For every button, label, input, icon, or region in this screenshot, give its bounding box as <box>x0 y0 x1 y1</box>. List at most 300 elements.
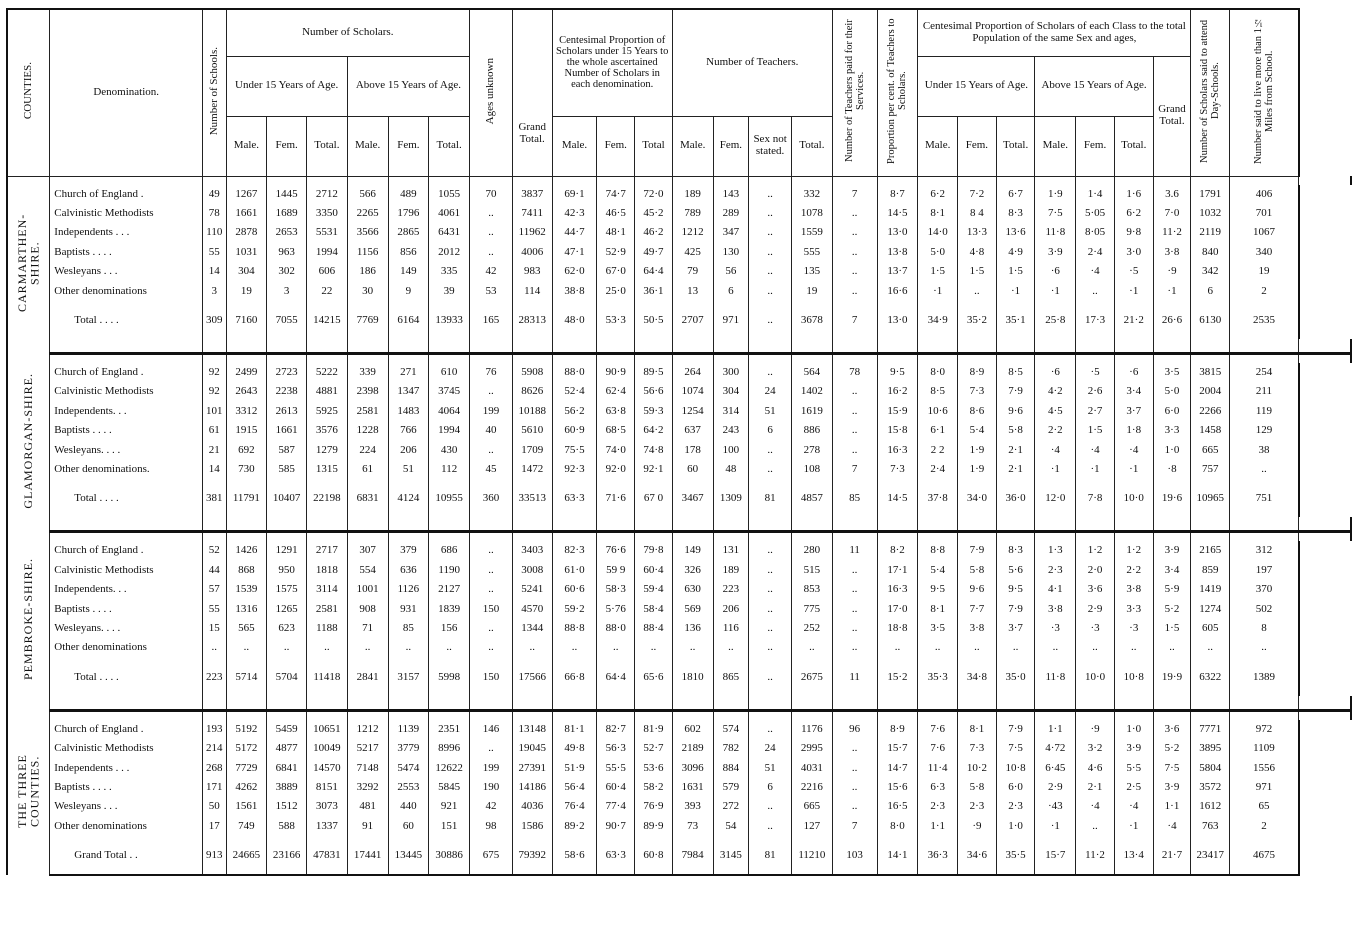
value-cell: 2·1 <box>1076 778 1115 797</box>
value-cell: 1315 <box>307 460 348 479</box>
value-cell: 766 <box>388 421 429 440</box>
value-cell: ·1 <box>1035 281 1076 300</box>
value-cell: 579 <box>713 778 749 797</box>
value-cell: 10049 <box>307 739 348 758</box>
value-cell: 2351 <box>429 720 470 739</box>
value-cell: 1661 <box>226 204 267 223</box>
value-cell: 79 <box>672 262 713 281</box>
header-num-scholars: Number of Scholars. <box>226 9 470 56</box>
value-cell: 4675 <box>1230 836 1299 875</box>
value-cell: .. <box>203 638 226 657</box>
header-num-teachers: Number of Teachers. <box>672 9 832 116</box>
value-cell: .. <box>267 638 307 657</box>
value-cell: 11·4 <box>918 758 958 777</box>
value-cell: 60 <box>672 460 713 479</box>
value-cell: 189 <box>713 561 749 580</box>
county-name <box>7 353 50 531</box>
value-cell: 21 <box>203 440 226 459</box>
value-cell: .. <box>672 638 713 657</box>
denomination-cell: Independents. . . <box>50 402 203 421</box>
value-cell: 7·6 <box>918 739 958 758</box>
value-cell: 10·2 <box>958 758 997 777</box>
denomination-cell: Wesleyans. . . . <box>50 440 203 459</box>
value-cell: 1389 <box>1230 658 1299 696</box>
value-cell: 3895 <box>1191 739 1230 758</box>
value-cell: 339 <box>347 363 388 382</box>
value-cell: 17566 <box>512 658 552 696</box>
value-cell: 5192 <box>226 720 267 739</box>
value-cell: 379 <box>388 541 429 560</box>
value-cell: 6·2 <box>1114 204 1153 223</box>
value-cell: 4·6 <box>1076 758 1115 777</box>
value-cell: 189 <box>672 185 713 204</box>
value-cell: 564 <box>791 363 832 382</box>
value-cell: 6831 <box>347 479 388 517</box>
value-cell: 636 <box>388 561 429 580</box>
value-cell: ·1 <box>918 281 958 300</box>
value-cell: 7·5 <box>996 739 1035 758</box>
denomination-cell: Other denominations. <box>50 460 203 479</box>
value-cell: 60·4 <box>597 778 635 797</box>
value-cell: 45 <box>470 460 513 479</box>
value-cell: 1·9 <box>958 440 997 459</box>
value-cell: 15·8 <box>877 421 918 440</box>
value-cell: 2·9 <box>1076 599 1115 618</box>
value-cell: 48 <box>713 460 749 479</box>
value-cell: .. <box>832 778 877 797</box>
value-cell: 2841 <box>347 658 388 696</box>
value-cell: 35·2 <box>958 301 997 339</box>
value-cell: 13·0 <box>877 301 918 339</box>
value-cell: 2·3 <box>996 797 1035 816</box>
value-cell: 8626 <box>512 382 552 401</box>
value-cell: 859 <box>1191 561 1230 580</box>
value-cell: 3145 <box>713 836 749 875</box>
value-cell: 5925 <box>307 402 348 421</box>
value-cell: 3837 <box>512 185 552 204</box>
value-cell: .. <box>749 658 792 696</box>
value-cell: 1254 <box>672 402 713 421</box>
table-row <box>7 638 1351 657</box>
value-cell: 13933 <box>429 301 470 339</box>
value-cell: 89·5 <box>635 363 673 382</box>
value-cell: 51·9 <box>552 758 597 777</box>
value-cell: .. <box>1230 638 1299 657</box>
value-cell: 2499 <box>226 363 267 382</box>
value-cell: 2 2 <box>918 440 958 459</box>
value-cell: 171 <box>203 778 226 797</box>
value-cell: 14·5 <box>877 479 918 517</box>
value-cell: 2·1 <box>996 440 1035 459</box>
value-cell: 149 <box>672 541 713 560</box>
value-cell: 342 <box>1191 262 1230 281</box>
value-cell: 48·0 <box>552 301 597 339</box>
county-label: CARMARTHEN-SHIRE. <box>15 214 42 313</box>
value-cell: .. <box>749 363 792 382</box>
value-cell: 3350 <box>307 204 348 223</box>
value-cell: 11·8 <box>1035 658 1076 696</box>
value-cell: 19 <box>791 281 832 300</box>
value-cell: 332 <box>791 185 832 204</box>
value-cell: 101 <box>203 402 226 421</box>
value-cell: 5704 <box>267 658 307 696</box>
value-cell: ·1 <box>1035 460 1076 479</box>
value-cell: .. <box>429 638 470 657</box>
header-total: Total. <box>996 116 1035 176</box>
value-cell: 53 <box>470 281 513 300</box>
value-cell: 11418 <box>307 658 348 696</box>
value-cell: 1810 <box>672 658 713 696</box>
table-body <box>7 176 1351 875</box>
value-cell: 853 <box>791 580 832 599</box>
value-cell: 7·3 <box>958 739 997 758</box>
value-cell: 2995 <box>791 739 832 758</box>
value-cell: 1·5 <box>958 262 997 281</box>
value-cell: 2 <box>1230 281 1299 300</box>
value-cell: 1291 <box>267 541 307 560</box>
value-cell: 13·7 <box>877 262 918 281</box>
header-under15: Under 15 Years of Age. <box>226 56 347 116</box>
value-cell: 5222 <box>307 363 348 382</box>
value-cell: 278 <box>791 440 832 459</box>
value-cell: 116 <box>713 619 749 638</box>
value-cell: 3·5 <box>1153 363 1191 382</box>
value-cell: .. <box>832 421 877 440</box>
value-cell: 10·6 <box>918 402 958 421</box>
value-cell: 7·9 <box>958 541 997 560</box>
value-cell: 66·8 <box>552 658 597 696</box>
value-cell: 2·0 <box>1076 561 1115 580</box>
value-cell: 3·0 <box>1114 243 1153 262</box>
value-cell: 165 <box>470 301 513 339</box>
value-cell: .. <box>470 739 513 758</box>
value-cell: 4036 <box>512 797 552 816</box>
value-cell: 6 <box>749 421 792 440</box>
value-cell: 840 <box>1191 243 1230 262</box>
value-cell: 326 <box>672 561 713 580</box>
value-cell: 8 <box>1230 619 1299 638</box>
value-cell: 5·76 <box>597 599 635 618</box>
value-cell: 3008 <box>512 561 552 580</box>
value-cell: .. <box>307 638 348 657</box>
value-cell: 2265 <box>347 204 388 223</box>
section-separator <box>7 517 1351 532</box>
value-cell: ·4 <box>1076 797 1115 816</box>
value-cell: 8·0 <box>918 363 958 382</box>
value-cell: 2553 <box>388 778 429 797</box>
value-cell: 665 <box>1191 440 1230 459</box>
value-cell: .. <box>832 619 877 638</box>
value-cell: 5531 <box>307 223 348 242</box>
value-cell: 314 <box>713 402 749 421</box>
header-proportion-teachers: Proportion per cent. of Teachers to Scholars. <box>877 9 918 176</box>
value-cell: 5·8 <box>958 778 997 797</box>
value-cell: ·4 <box>1076 440 1115 459</box>
value-cell: 1078 <box>791 204 832 223</box>
value-cell: 6431 <box>429 223 470 242</box>
value-cell: 50·5 <box>635 301 673 339</box>
value-cell: 2·5 <box>1114 778 1153 797</box>
value-cell: 406 <box>1230 185 1299 204</box>
value-cell: 7·8 <box>1076 479 1115 517</box>
value-cell: 1·3 <box>1035 541 1076 560</box>
total-row <box>7 301 1351 339</box>
value-cell: 340 <box>1230 243 1299 262</box>
value-cell: 3·9 <box>1114 739 1153 758</box>
value-cell: 13·8 <box>877 243 918 262</box>
value-cell: 2119 <box>1191 223 1230 242</box>
value-cell: 65 <box>1230 797 1299 816</box>
value-cell: 360 <box>470 479 513 517</box>
table-row <box>7 580 1351 599</box>
value-cell: 7·5 <box>1035 204 1076 223</box>
value-cell: 5804 <box>1191 758 1230 777</box>
value-cell: 19045 <box>512 739 552 758</box>
value-cell: 13·0 <box>877 223 918 242</box>
value-cell: 2613 <box>267 402 307 421</box>
value-cell: 14215 <box>307 301 348 339</box>
value-cell: 24 <box>749 739 792 758</box>
value-cell: 1279 <box>307 440 348 459</box>
value-cell: ·3 <box>1076 619 1115 638</box>
value-cell: 1176 <box>791 720 832 739</box>
header-fem: Fem. <box>713 116 749 176</box>
value-cell: .. <box>832 402 877 421</box>
value-cell: 12622 <box>429 758 470 777</box>
value-cell: 65·6 <box>635 658 673 696</box>
value-cell: 4064 <box>429 402 470 421</box>
value-cell: 92 <box>203 382 226 401</box>
value-cell: ·1 <box>1076 460 1115 479</box>
value-cell: 630 <box>672 580 713 599</box>
value-cell: 129 <box>1230 421 1299 440</box>
value-cell: 3745 <box>429 382 470 401</box>
value-cell: 15·6 <box>877 778 918 797</box>
denomination-cell: Baptists . . . . <box>50 243 203 262</box>
value-cell: 1·5 <box>1076 421 1115 440</box>
value-cell: 36·3 <box>918 836 958 875</box>
value-cell: 1·5 <box>996 262 1035 281</box>
header-male: Male. <box>1035 116 1076 176</box>
value-cell: 665 <box>791 797 832 816</box>
value-cell: 56·2 <box>552 402 597 421</box>
value-cell: 4·9 <box>996 243 1035 262</box>
table-row <box>7 797 1351 816</box>
value-cell: 76 <box>470 363 513 382</box>
denomination-cell: Baptists . . . . <box>50 599 203 618</box>
value-cell: ·5 <box>1114 262 1153 281</box>
table-row <box>7 599 1351 618</box>
value-cell: 4·5 <box>1035 402 1076 421</box>
denomination-cell: Church of England . <box>50 541 203 560</box>
value-cell: .. <box>226 638 267 657</box>
value-cell: 1274 <box>1191 599 1230 618</box>
value-cell: 51 <box>749 402 792 421</box>
value-cell: 7·5 <box>1153 758 1191 777</box>
value-cell: 40 <box>470 421 513 440</box>
value-cell: .. <box>832 262 877 281</box>
value-cell: 289 <box>713 204 749 223</box>
value-cell: 489 <box>388 185 429 204</box>
header-male: Male. <box>226 116 267 176</box>
value-cell: 127 <box>791 816 832 835</box>
value-cell: 585 <box>267 460 307 479</box>
value-cell: 67 0 <box>635 479 673 517</box>
value-cell: 15 <box>203 619 226 638</box>
value-cell: 921 <box>429 797 470 816</box>
value-cell: 302 <box>267 262 307 281</box>
value-cell: 4124 <box>388 479 429 517</box>
value-cell: 151 <box>429 816 470 835</box>
value-cell: 3.6 <box>1153 185 1191 204</box>
denomination-cell: Wesleyans. . . . <box>50 619 203 638</box>
value-cell: 1·1 <box>918 816 958 835</box>
value-cell: 7·9 <box>996 382 1035 401</box>
value-cell: ·4 <box>1153 816 1191 835</box>
value-cell: 49·7 <box>635 243 673 262</box>
value-cell: .. <box>1076 638 1115 657</box>
value-cell: 1402 <box>791 382 832 401</box>
value-cell: 2165 <box>1191 541 1230 560</box>
value-cell: 11962 <box>512 223 552 242</box>
value-cell: 701 <box>1230 204 1299 223</box>
value-cell: 10·0 <box>1114 479 1153 517</box>
value-cell: 6·7 <box>996 185 1035 204</box>
value-cell: 108 <box>791 460 832 479</box>
header-male: Male. <box>552 116 597 176</box>
value-cell: 2581 <box>347 402 388 421</box>
header-ages-unknown: Ages unknown <box>470 9 513 176</box>
value-cell: 14186 <box>512 778 552 797</box>
value-cell: 10965 <box>1191 479 1230 517</box>
denomination-cell: Calvinistic Methodists <box>50 204 203 223</box>
value-cell: 1994 <box>429 421 470 440</box>
value-cell: 1·9 <box>1035 185 1076 204</box>
value-cell: 1067 <box>1230 223 1299 242</box>
value-cell: 13·6 <box>996 223 1035 242</box>
value-cell: 2675 <box>791 658 832 696</box>
total-row <box>7 836 1351 875</box>
value-cell: .. <box>832 204 877 223</box>
value-cell: 45·2 <box>635 204 673 223</box>
denomination-cell: Church of England . <box>50 363 203 382</box>
value-cell: 9·6 <box>996 402 1035 421</box>
value-cell: .. <box>877 638 918 657</box>
value-cell: 3 <box>203 281 226 300</box>
value-cell: 481 <box>347 797 388 816</box>
value-cell: 100 <box>713 440 749 459</box>
value-cell: ·4 <box>1114 797 1153 816</box>
value-cell: 143 <box>713 185 749 204</box>
value-cell: 913 <box>203 836 226 875</box>
value-cell: 57 <box>203 580 226 599</box>
value-cell: .. <box>470 638 513 657</box>
value-cell: 90·9 <box>597 363 635 382</box>
value-cell: 51 <box>749 758 792 777</box>
value-cell: 3·8 <box>1035 599 1076 618</box>
value-cell: 884 <box>713 758 749 777</box>
value-cell: 69·1 <box>552 185 597 204</box>
value-cell: 74·0 <box>597 440 635 459</box>
value-cell: 983 <box>512 262 552 281</box>
value-cell: .. <box>470 619 513 638</box>
value-cell: 5172 <box>226 739 267 758</box>
value-cell: 2·6 <box>1076 382 1115 401</box>
value-cell: 2238 <box>267 382 307 401</box>
value-cell: 335 <box>429 262 470 281</box>
value-cell: 8·3 <box>996 541 1035 560</box>
value-cell: ·6 <box>1035 262 1076 281</box>
value-cell: 972 <box>1230 720 1299 739</box>
value-cell: 569 <box>672 599 713 618</box>
value-cell: 56·6 <box>635 382 673 401</box>
value-cell: 1559 <box>791 223 832 242</box>
value-cell: 52 <box>203 541 226 560</box>
value-cell: 2·2 <box>1114 561 1153 580</box>
value-cell: 14·0 <box>918 223 958 242</box>
value-cell: 7·9 <box>996 720 1035 739</box>
value-cell: 6322 <box>1191 658 1230 696</box>
value-cell: 76·4 <box>552 797 597 816</box>
value-cell: 2643 <box>226 382 267 401</box>
value-cell: 856 <box>388 243 429 262</box>
value-cell: 3292 <box>347 778 388 797</box>
value-cell: 214 <box>203 739 226 758</box>
value-cell: 3678 <box>791 301 832 339</box>
value-cell: 950 <box>267 561 307 580</box>
value-cell: 47·1 <box>552 243 597 262</box>
value-cell: 25·0 <box>597 281 635 300</box>
value-cell: 11 <box>832 541 877 560</box>
header-fem: Fem. <box>1076 116 1115 176</box>
value-cell: 16·2 <box>877 382 918 401</box>
value-cell: .. <box>470 243 513 262</box>
value-cell: ·9 <box>1153 262 1191 281</box>
value-cell: 8·1 <box>918 204 958 223</box>
value-cell: 1·2 <box>1114 541 1153 560</box>
value-cell: 7769 <box>347 301 388 339</box>
value-cell: 51 <box>388 460 429 479</box>
value-cell: 1139 <box>388 720 429 739</box>
value-cell: 1190 <box>429 561 470 580</box>
value-cell: 7·3 <box>958 382 997 401</box>
value-cell: 33513 <box>512 479 552 517</box>
value-cell: 252 <box>791 619 832 638</box>
value-cell: 3572 <box>1191 778 1230 797</box>
table-row <box>7 619 1351 638</box>
value-cell: 1·9 <box>958 460 997 479</box>
value-cell: 2581 <box>307 599 348 618</box>
value-cell: 15·7 <box>1035 836 1076 875</box>
value-cell: 554 <box>347 561 388 580</box>
value-cell: 4·1 <box>1035 580 1076 599</box>
value-cell: 502 <box>1230 599 1299 618</box>
value-cell: 38 <box>1230 440 1299 459</box>
denomination-cell: Independents . . . <box>50 223 203 242</box>
value-cell: 190 <box>470 778 513 797</box>
value-cell: 72·0 <box>635 185 673 204</box>
header-fem: Fem. <box>597 116 635 176</box>
value-cell: 3·5 <box>918 619 958 638</box>
value-cell: 11·2 <box>1076 836 1115 875</box>
value-cell: 2216 <box>791 778 832 797</box>
value-cell: 1156 <box>347 243 388 262</box>
value-cell: .. <box>832 281 877 300</box>
value-cell: 309 <box>203 301 226 339</box>
value-cell: 64·4 <box>597 658 635 696</box>
denomination-cell: Baptists . . . . <box>50 421 203 440</box>
value-cell: 304 <box>226 262 267 281</box>
